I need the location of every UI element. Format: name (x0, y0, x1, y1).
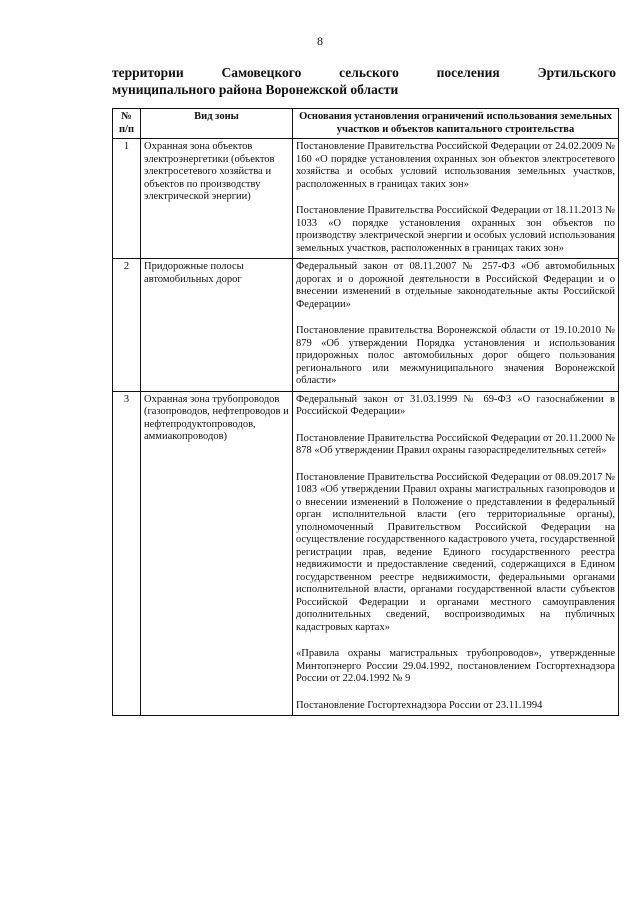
page-number: 8 (317, 34, 323, 48)
table-row (113, 259, 619, 392)
basis-paragraph: Постановление Правительства Российской Федерации от 20.11.2000 № 878 «Об утверждении Правил охраны газораспределительных сетей» (296, 432, 615, 456)
title-word: поселения (436, 65, 500, 80)
row-zone: Придорожные полосы автомобильных дорог (141, 259, 293, 392)
header-zone: Вид зоны (141, 109, 293, 139)
row-zone: Охранная зона объектов электроэнергетики (объектов электросетевого хозяйства и объектов по производству электрической энергии) (141, 139, 293, 259)
table-header-row (113, 109, 619, 139)
basis-paragraph: «Правила охраны магистральных трубопроводов», утвержденные Минтопэнерго России 29.04.1992, постановлением Госгортехнадзора России от 22.04.1992 № 9 (296, 648, 615, 684)
row-num: 1 (113, 139, 141, 259)
title-line-1 (112, 64, 616, 81)
title-word: Самовецкого (221, 65, 302, 80)
row-num: 3 (113, 391, 141, 716)
table-row (113, 391, 619, 716)
row-num: 2 (113, 259, 141, 392)
title-word: Эртильского (537, 65, 616, 80)
row-basis (293, 139, 619, 259)
basis-paragraph: Постановление правительства Воронежской области от 19.10.2010 № 879 «Об утверждении Порядка установления и использования придорожных полос автомобильных дорог общего пользования регионального или межмуниципального значения Воронежской области» (296, 325, 615, 386)
basis-paragraph: Федеральный закон от 31.03.1999 № 69-ФЗ «О газоснабжении в Российской Федерации» (296, 393, 615, 417)
row-zone: Охранная зона трубопроводов (газопроводов, нефтепроводов и нефтепродуктопроводов, аммиакопроводов) (141, 391, 293, 716)
basis-paragraph: Федеральный закон от 08.11.2007 № 257-ФЗ «Об автомобильных дорогах и о дорожной деятельности в Российской Федерации и о внесении изменений в отдельные законодательные акты Российской Федерации» (296, 261, 615, 310)
basis-paragraph: Постановление Госгортехнадзора России от 23.11.1994 (296, 699, 543, 711)
table-row (113, 139, 619, 259)
title-word: территории (112, 65, 184, 80)
row-basis (293, 391, 619, 716)
document-title (112, 64, 616, 98)
header-basis: Основания установления ограничений использования земельных участков и объектов капитального строительства (293, 109, 619, 139)
basis-paragraph: Постановление Правительства Российской Федерации от 24.02.2009 № 160 «О порядке установления охранных зон объектов электросетевого хозяйства и особых условий использования земельных участков, расположенных в границах таких зон» (296, 141, 615, 190)
title-word: сельского (339, 65, 399, 80)
basis-paragraph: Постановление Правительства Российской Федерации от 18.11.2013 № 1033 «О порядке установления охранных зон объектов по производству электрической энергии и особых условий использования земельных участков, расположенных в границах таких зон» (296, 205, 615, 254)
zones-table (112, 108, 619, 716)
header-num: № п/п (113, 109, 141, 139)
row-basis (293, 259, 619, 392)
basis-paragraph: Постановление Правительства Российской Федерации от 08.09.2017 № 1083 «Об утверждении Правил охраны магистральных газопроводов и о внесении изменений в Положение о представлении в федеральный орган исполнительной власти (его территориальные органы), уполномоченный Правительством Российской Федерации на осуществление государственного кадастрового учета, государственной регистрации прав, ведение Единого государственного реестра недвижимости и предоставление сведений, содержащихся в Едином государственном реестре недвижимости, федеральными органами исполнительной власти, органами государственной власти субъектов Российской Федерации и органами местного самоуправления дополнительных сведений, воспроизводимых на публичных кадастровых картах» (296, 471, 615, 633)
title-line-2: муниципального района Воронежской области (112, 82, 399, 97)
